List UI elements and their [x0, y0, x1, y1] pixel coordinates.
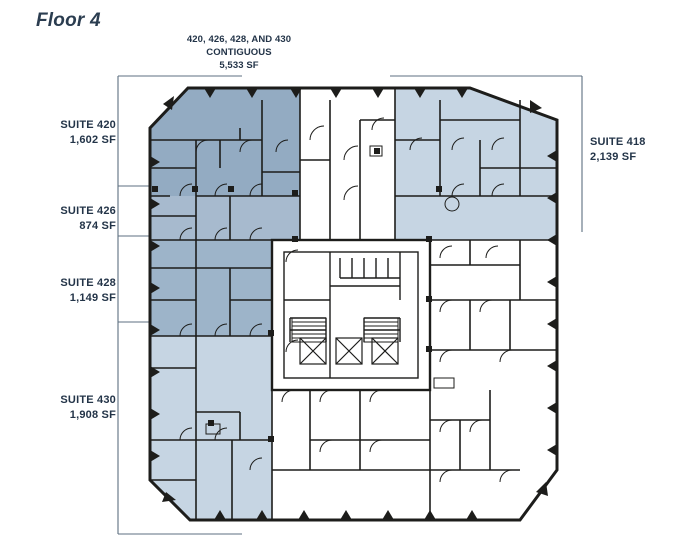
suite-420-area: 1,602 SF — [69, 133, 116, 146]
suite-fill-426 — [150, 196, 300, 240]
suite-420-name: SUITE 420 — [60, 119, 116, 131]
suite-418-name: SUITE 418 — [590, 136, 646, 148]
suite-428-area: 1,149 SF — [69, 291, 116, 304]
corridor-fill-top — [300, 88, 395, 240]
suite-428-name: SUITE 428 — [60, 277, 116, 289]
suite-418-area: 2,139 SF — [590, 150, 637, 163]
building-core — [272, 240, 430, 390]
suite-426-area: 874 SF — [79, 219, 116, 232]
suite-fill-428 — [150, 240, 272, 336]
suite-426-name: SUITE 426 — [60, 205, 116, 217]
contiguous-line-3: 5,533 SF — [219, 59, 259, 71]
suite-fill-430 — [150, 336, 272, 520]
contiguous-line-2: CONTIGUOUS — [206, 46, 272, 58]
suite-430-name: SUITE 430 — [60, 394, 116, 406]
page-title: Floor 4 — [36, 10, 101, 31]
contiguous-line-1: 420, 426, 428, AND 430 — [186, 34, 292, 45]
suite-430-area: 1,908 SF — [69, 408, 116, 421]
